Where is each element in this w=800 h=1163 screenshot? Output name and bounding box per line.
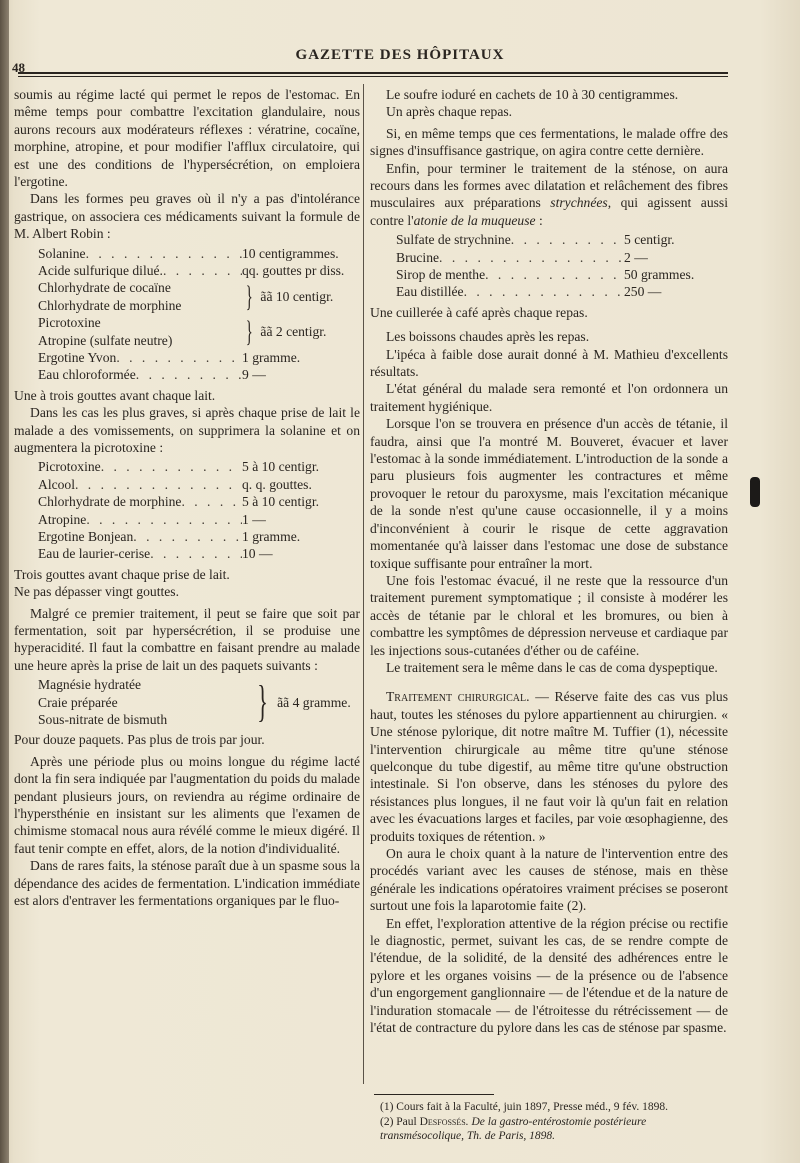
rx-line — [396, 283, 728, 300]
rx-ingredient: Eau distillée — [396, 284, 464, 300]
paragraph: Les boissons chaudes après les repas. — [386, 329, 590, 345]
rx-quantity: 50 grammes. — [624, 267, 695, 283]
paragraph: Une à trois gouttes avant chaque lait. — [14, 387, 216, 403]
brace-glyph: } — [245, 279, 253, 313]
rx-line — [38, 545, 360, 562]
rx-quantity: ãã 10 centigr. — [260, 289, 334, 305]
paragraph: Un après chaque repas. — [386, 104, 513, 120]
rx-ingredient: Eau chloroformée — [38, 367, 136, 383]
rx-ingredient: Magnésie hydratée — [38, 677, 142, 693]
paragraph: Le traitement sera le même dans le cas de coma dyspeptique. — [386, 659, 718, 675]
right-column — [370, 86, 728, 1036]
rx-line — [38, 349, 360, 366]
rx-line — [396, 231, 728, 248]
page-number: 48 — [12, 60, 25, 75]
rx-leader — [136, 366, 242, 383]
section-heading: Traitement chirurgical. — [386, 689, 530, 705]
rx-grouped-lines — [38, 279, 360, 314]
rx-quantity: ãã 4 gramme. — [277, 694, 351, 710]
rx-leader — [150, 545, 242, 562]
rx-line — [38, 458, 360, 475]
footnote: (1) Cours fait à la Faculté, juin 1897, Presse méd., 9 fév. 1898. — [380, 1101, 668, 1113]
rx-leader — [485, 266, 624, 283]
rx-quantity: 250 — — [624, 284, 662, 300]
rx-quantity: 1 gramme. — [242, 528, 301, 544]
header-rule-thin — [18, 76, 728, 77]
rx-leader — [86, 511, 242, 528]
paragraph: Dans les formes peu graves où il n'y a pas d'intolérance gastrique, on associera ces médicaments suivant la formule de M. Albert Robin : — [14, 191, 360, 242]
rx-ingredient: Atropine (sulfate neutre) — [38, 332, 173, 348]
prescription-severe — [38, 458, 360, 562]
rx-line — [38, 366, 360, 383]
rx-ingredient: Acide sulfurique dilué. — [38, 263, 163, 279]
rx-line — [396, 249, 728, 266]
rx-ingredient: Ergotine Yvon — [38, 350, 117, 365]
rx-grouped-lines — [38, 314, 360, 349]
paragraph: Le soufre ioduré en cachets de 10 à 30 centigrammes. — [386, 87, 679, 102]
rx-line — [38, 511, 360, 528]
rx-quantity: 10 centigrammes. — [242, 245, 339, 261]
rx-leader — [101, 458, 242, 475]
ink-blot — [750, 477, 760, 507]
footnote-rule — [374, 1094, 494, 1095]
rx-leader — [181, 493, 242, 510]
rx-quantity: qq. gouttes pr diss. — [242, 263, 345, 279]
paragraph: Une fois l'estomac évacué, il ne reste que la ressource d'un traitement purement symptomatique ; il consiste à modérer les accès de tétanie par le chloral et les bromures, ou bien à combattre les symptômes de dépression nerveuse et cardiaque par les injections sous-cutanées d'éther ou de caféine. — [370, 572, 728, 658]
emphasis: strychnées — [550, 195, 608, 211]
emphasis: atonie de la muqueuse — [413, 212, 536, 228]
rx-leader — [464, 283, 624, 300]
rx-ingredient: Craie préparée — [38, 694, 118, 710]
running-title: GAZETTE DES HÔPITAUX — [295, 47, 505, 63]
rx-line — [38, 262, 360, 279]
rx-line — [38, 476, 360, 493]
rx-quantity: q. q. gouttes. — [242, 476, 312, 492]
rx-quantity: 5 centigr. — [624, 232, 675, 248]
rx-ingredient: Sous-nitrate de bismuth — [38, 711, 168, 727]
paragraph: soumis au régime lacté qui permet le repos de l'estomac. En même temps pour combattre l'excitation glandulaire, nous aurons recours aux modérateurs réflexes : vératrine, cocaïne, morphine, atropine, et pour modifier l'afflux circulatoire, qui est une des conditions de l'hypersécrétion, on emploiera l'ergotine. — [14, 87, 360, 190]
paragraph: Pour douze paquets. Pas plus de trois par jour. — [14, 732, 265, 748]
section-paragraph: Traitement chirurgical. — Réserve faite des cas vus plus haut, toutes les sténoses du pylore appartiennent au chirurgien. « Une sténose pylorique, dit notre maître M. Tuffier (1), nécessite l'intervention chirurgicale au même titre qu'une sténose quelconque du tube digestif, au même titre qu'une obstruction intestinale. Si l'on observe, dans les sténoses du pylore des résistances plus longues, il ne faut voir là qu'un fait en relation avec les évacuations larges et faciles, par voie œsophagienne, des produits toxiques de rétention. » — [370, 689, 728, 844]
paragraph: Une cuillerée à café après chaque repas. — [370, 304, 588, 320]
rx-ingredient: Picrotoxine — [38, 315, 101, 331]
rx-quantity: 2 — — [624, 249, 648, 265]
column-divider — [363, 84, 364, 1084]
rx-quantity: 1 gramme. — [242, 350, 301, 365]
footnotes — [370, 1100, 725, 1144]
rx-leader — [163, 262, 242, 279]
paragraph: En effet, l'exploration attentive de la région précise ou rectifie le diagnostic, permet, suivant les cas, de se rendre compte de l'étendue, de la solidité, de la densité des adhérences entre le pylore et les organes voisins — de la présence ou de l'absence d'un engorgement ganglionnaire — de l'étendue et de la nature de l'induration stomacale — de l'étroitesse du rétrécissement — de l'état de contracture du pylore dans les cas de sténose par spasme. — [370, 915, 728, 1036]
rx-quantity: ãã 2 centigr. — [260, 323, 327, 339]
rx-line — [396, 266, 728, 283]
rx-ingredient: Solanine — [38, 245, 86, 261]
rx-ingredient: Picrotoxine — [38, 459, 101, 475]
rx-ingredient: Atropine — [38, 511, 87, 527]
rx-ingredient: Chlorhydrate de cocaïne — [38, 280, 171, 296]
rx-leader — [116, 349, 242, 366]
paragraph: Ne pas dépasser vingt gouttes. — [14, 584, 179, 600]
paragraph: Après une période plus ou moins longue du régime lacté dont la fin sera indiquée par l'augmentation du poids du malade pendant plusieurs jours, on reviendra au régime ordinaire de l'hypersthénie en insistant sur les aliments que l'examen de chimisme stomacal nous aura révélé comme le mieux digéré. Il faut tenir compte en effet, alors, de la notion d'individualité. — [14, 753, 360, 856]
prescription-robin — [38, 245, 360, 384]
rx-leader — [86, 245, 242, 262]
rx-ingredient: Sulfate de strychnine — [396, 232, 511, 248]
rx-ingredient: Sirop de menthe — [396, 267, 486, 283]
rx-quantity: 5 à 10 centigr. — [242, 459, 320, 475]
paragraph: Trois gouttes avant chaque prise de lait. — [14, 566, 230, 582]
rx-ingredient: Chlorhydrate de morphine — [38, 494, 182, 510]
rx-leader — [133, 528, 242, 545]
rx-ingredient: Ergotine Bonjean — [38, 528, 134, 544]
paragraph: Enfin, pour terminer le traitement de la sténose, on aura recours dans les formes avec dilatation et relâchement des fibres musculaires aux préparations strychnées, qui agissent aussi contre l'atonie de la muqueuse : — [370, 160, 728, 228]
header-rule-thick — [18, 72, 728, 74]
rx-line — [38, 528, 360, 545]
prescription-strychnine — [396, 231, 728, 301]
paragraph: Malgré ce premier traitement, il peut se faire que soit par fermentation, soit par hypersécrétion, il se produise une hyperacidité. Il faut la combattre en faisant prendre au malade une heure après la prise de lait un des paquets suivants : — [14, 605, 360, 673]
paragraph: On aura le choix quant à la nature de l'intervention entre des procédés variant avec les causes de sténose, mais en thèse générale les indications opératoires vraiment précises se poseront surtout une fois la laparotomie faite (2). — [370, 846, 728, 914]
paragraph: Dans les cas les plus graves, si après chaque prise de lait le malade a des vomissements, on supprimera la solanine et on augmentera la picrotoxine : — [14, 405, 360, 455]
rx-leader — [75, 476, 242, 493]
rx-quantity: 5 à 10 centigr. — [242, 494, 320, 510]
paragraph: Si, en même temps que ces fermentations, le malade offre des signes d'insuffisance gastrique, on agira contre cette dernière. — [370, 125, 728, 159]
rx-line — [38, 245, 360, 262]
brace-glyph: } — [245, 314, 253, 348]
footnote: (2) Paul Desfossés. De la gastro-entérostomie postérieure transmésocolique, Th. de Paris, 1898. — [380, 1116, 647, 1142]
rx-quantity: 10 — — [242, 546, 273, 562]
rx-ingredient: Eau de laurier-cerise — [38, 546, 151, 562]
paragraph: L'état général du malade sera remonté et l'on ordonnera un traitement hygiénique. — [370, 381, 728, 414]
rx-grouped-lines — [38, 676, 360, 728]
page-binding-edge — [0, 0, 9, 1163]
paragraph: Dans de rares faits, la sténose paraît due à un spasme sous la dépendance des acides de fermentation. L'indication immédiate est alors d'entraver les fermentations organiques par le fluo- — [14, 858, 360, 909]
brace-glyph: } — [257, 677, 268, 727]
rx-ingredient: Alcool — [38, 476, 75, 492]
paragraph: Lorsque l'on se trouvera en présence d'un accès de tétanie, il faudra, ainsi que l'a montré M. Bouveret, évacuer et laver l'estomac à la sonde immédiatement. L'introduction de la sonde a paru plusieurs fois augmenter les contractures et même provoquer le retour du paroxysme, mais l'excitation mécanique de la sonde n'est qu'une cause occasionnelle, il y a moins d'inconvénient à courir le risque de cette aggravation momentanée qu'à laisser dans l'estomac une dose de substance toxique suffisante pour entraîner la mort. — [370, 416, 728, 571]
rx-line — [38, 493, 360, 510]
rx-leader — [511, 231, 624, 248]
rx-ingredient: Chlorhydrate de morphine — [38, 297, 182, 313]
left-column — [14, 86, 360, 909]
rx-quantity: 9 — — [242, 367, 266, 383]
prescription-powders — [38, 676, 360, 728]
rx-leader — [439, 249, 624, 266]
rx-quantity: 1 — — [242, 511, 266, 527]
rx-ingredient: Brucine — [396, 249, 440, 265]
paragraph: L'ipéca à faible dose aurait donné à M. Mathieu d'excellents résultats. — [370, 346, 728, 380]
